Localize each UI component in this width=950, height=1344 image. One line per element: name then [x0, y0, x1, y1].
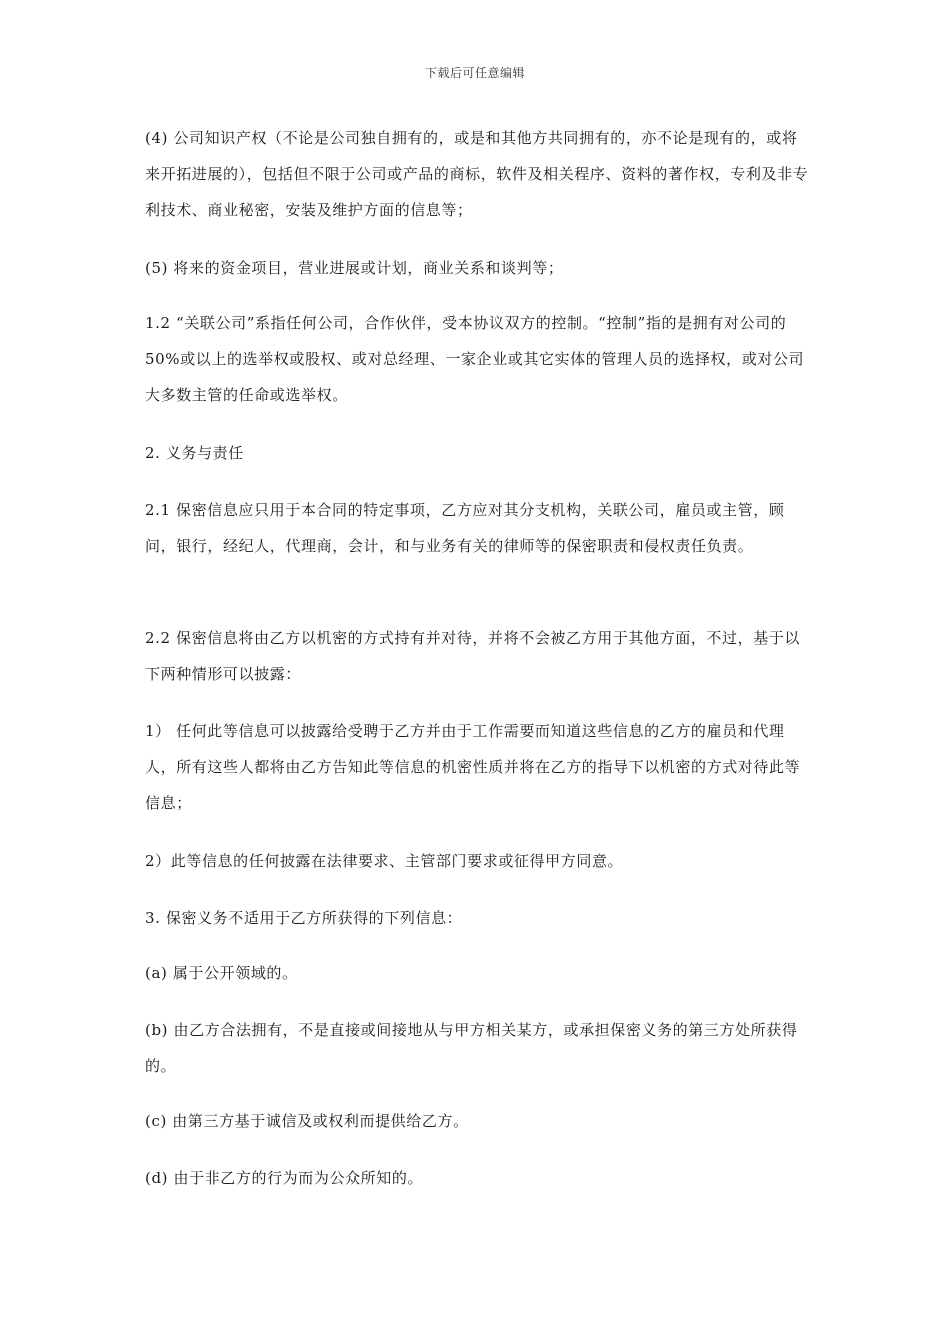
page-header: 下载后可任意编辑 [424, 66, 525, 80]
paragraph-funding: (5) 将来的资金项目，营业进展或计划，商业关系和谈判等； [145, 259, 564, 277]
paragraph-disclosure-1: 1） 任何此等信息可以披露给受聘于乙方并由于工作需要而知道这些信息的乙方的雇员和代理人，所有这些人都将由乙方告知此等信息的机密性质并将在乙方的指导下以机密的方式对待此等信息； [145, 722, 801, 812]
paragraph-affiliate-definition: 1.2 “关联公司”系指任何公司，合作伙伴，受本协议双方的控制。“控制”指的是拥有对公司的50%或以上的选举权或股权、或对总经理、一家企业或其它实体的管理人员的选择权，或对公司大多数主管的任命或选举权。 [145, 314, 805, 404]
paragraph-ip: (4) 公司知识产权（不论是公司独自拥有的，或是和其他方共同拥有的，亦不论是现有的，或将来开拓进展的），包括但不限于公司或产品的商标，软件及相关程序、资料的著作权，专利及非专利技术、商业秘密，安装及维护方面的信息等； [145, 129, 809, 219]
paragraph-2-2: 2.2 保密信息将由乙方以机密的方式持有并对待，并将不会被乙方用于其他方面，不过，基于以下两种情形可以披露： [145, 629, 801, 683]
exclusion-item-c: (c) 由第三方基于诚信及或权利而提供给乙方。 [145, 1112, 469, 1130]
exclusion-item-b: (b) 由乙方合法拥有，不是直接或间接地从与甲方相关某方，或承担保密义务的第三方处所获得的。 [145, 1021, 798, 1075]
exclusion-item-a: (a) 属于公开领域的。 [145, 964, 298, 982]
section-heading-exclusions: 3. 保密义务不适用于乙方所获得的下列信息： [145, 909, 463, 927]
section-heading-obligations: 2. 义务与责任 [145, 444, 244, 462]
exclusion-item-d: (d) 由于非乙方的行为而为公众所知的。 [145, 1169, 424, 1187]
paragraph-disclosure-2: 2）此等信息的任何披露在法律要求、主管部门要求或征得甲方同意。 [145, 852, 624, 870]
paragraph-2-1: 2.1 保密信息应只用于本合同的特定事项，乙方应对其分支机构，关联公司，雇员或主管，顾问，银行，经纪人，代理商，会计，和与业务有关的律师等的保密职责和侵权责任负责。 [145, 501, 785, 555]
